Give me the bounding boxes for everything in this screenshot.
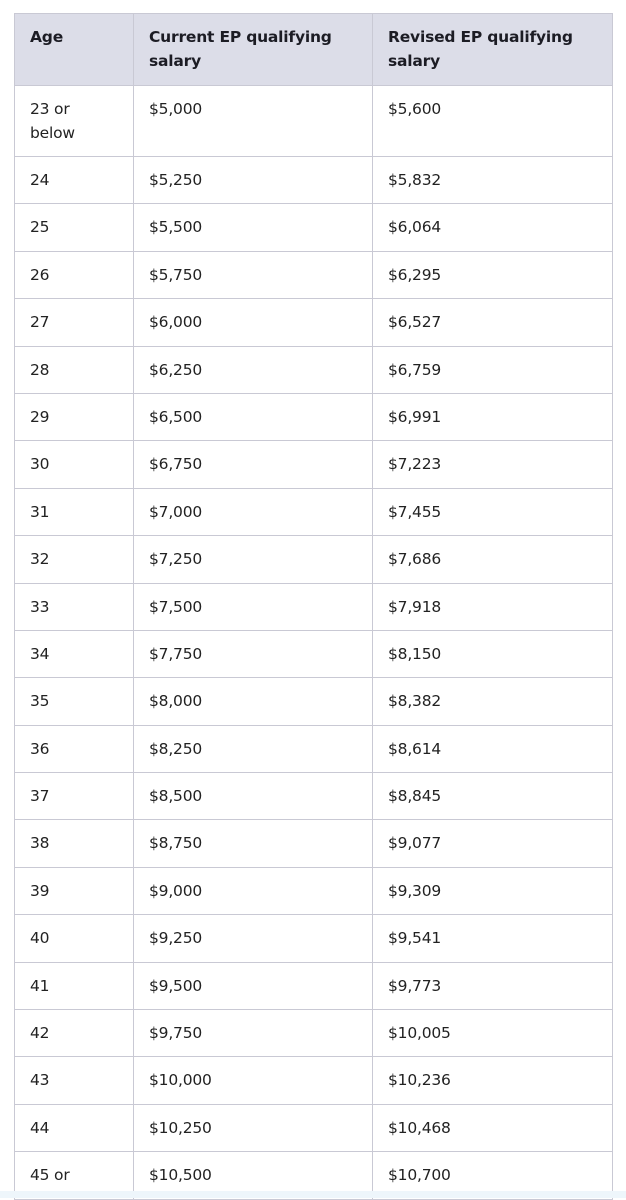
ep-salary-table xyxy=(14,13,613,1200)
cell-age: 35 xyxy=(15,678,134,725)
cell-revised-salary: $10,236 xyxy=(373,1057,613,1104)
cell-age: 28 xyxy=(15,346,134,393)
table-row xyxy=(15,867,613,914)
cell-age: 24 xyxy=(15,157,134,204)
table-row xyxy=(15,393,613,440)
cell-age: 25 xyxy=(15,204,134,251)
cell-age: 43 xyxy=(15,1057,134,1104)
cell-current-salary: $5,000 xyxy=(134,86,373,157)
cell-revised-salary: $6,991 xyxy=(373,393,613,440)
cell-current-salary: $6,000 xyxy=(134,299,373,346)
table-row xyxy=(15,251,613,298)
cell-revised-salary: $7,686 xyxy=(373,536,613,583)
table-row xyxy=(15,725,613,772)
table-body xyxy=(15,86,613,1200)
table-row xyxy=(15,773,613,820)
cell-revised-salary: $6,295 xyxy=(373,251,613,298)
table-row xyxy=(15,536,613,583)
table-row xyxy=(15,204,613,251)
cell-revised-salary: $6,759 xyxy=(373,346,613,393)
cell-age: 32 xyxy=(15,536,134,583)
cell-age: 38 xyxy=(15,820,134,867)
cell-current-salary: $5,250 xyxy=(134,157,373,204)
cell-age: 26 xyxy=(15,251,134,298)
cell-revised-salary: $8,382 xyxy=(373,678,613,725)
cell-revised-salary: $10,700 xyxy=(373,1152,613,1200)
cell-revised-salary: $7,223 xyxy=(373,441,613,488)
cell-current-salary: $6,500 xyxy=(134,393,373,440)
cell-current-salary: $8,750 xyxy=(134,820,373,867)
cell-current-salary: $9,250 xyxy=(134,915,373,962)
table-row xyxy=(15,962,613,1009)
table-row xyxy=(15,1010,613,1057)
cell-age: 30 xyxy=(15,441,134,488)
cell-current-salary: $7,250 xyxy=(134,536,373,583)
table-row xyxy=(15,915,613,962)
header-current-salary: Current EP qualifying salary xyxy=(134,14,373,86)
cell-age: 39 xyxy=(15,867,134,914)
cell-age: 42 xyxy=(15,1010,134,1057)
cell-revised-salary: $9,077 xyxy=(373,820,613,867)
cell-revised-salary: $9,309 xyxy=(373,867,613,914)
cell-revised-salary: $5,832 xyxy=(373,157,613,204)
page-bottom-edge xyxy=(0,1191,626,1198)
cell-age: 34 xyxy=(15,630,134,677)
table-row xyxy=(15,678,613,725)
cell-age: 40 xyxy=(15,915,134,962)
table-row xyxy=(15,1104,613,1151)
cell-revised-salary: $8,614 xyxy=(373,725,613,772)
table-row xyxy=(15,583,613,630)
header-age: Age xyxy=(15,14,134,86)
cell-age: 33 xyxy=(15,583,134,630)
table-row xyxy=(15,441,613,488)
salary-table-container xyxy=(14,13,612,1200)
cell-age: 41 xyxy=(15,962,134,1009)
cell-age: 44 xyxy=(15,1104,134,1151)
cell-revised-salary: $8,845 xyxy=(373,773,613,820)
cell-revised-salary: $10,468 xyxy=(373,1104,613,1151)
table-row xyxy=(15,157,613,204)
table-row xyxy=(15,1057,613,1104)
cell-current-salary: $9,000 xyxy=(134,867,373,914)
cell-age: 36 xyxy=(15,725,134,772)
cell-current-salary: $5,750 xyxy=(134,251,373,298)
cell-current-salary: $8,500 xyxy=(134,773,373,820)
cell-current-salary: $8,250 xyxy=(134,725,373,772)
cell-current-salary: $8,000 xyxy=(134,678,373,725)
cell-revised-salary: $8,150 xyxy=(373,630,613,677)
header-row xyxy=(15,14,613,86)
cell-age: 27 xyxy=(15,299,134,346)
table-header xyxy=(15,14,613,86)
cell-current-salary: $9,750 xyxy=(134,1010,373,1057)
cell-age: 45 or xyxy=(15,1152,134,1200)
cell-current-salary: $10,000 xyxy=(134,1057,373,1104)
cell-current-salary: $7,500 xyxy=(134,583,373,630)
cell-revised-salary: $7,455 xyxy=(373,488,613,535)
cell-revised-salary: $7,918 xyxy=(373,583,613,630)
header-revised-salary: Revised EP qualifying salary xyxy=(373,14,613,86)
cell-current-salary: $7,000 xyxy=(134,488,373,535)
cell-current-salary: $10,250 xyxy=(134,1104,373,1151)
cell-age: 31 xyxy=(15,488,134,535)
cell-current-salary: $7,750 xyxy=(134,630,373,677)
table-row xyxy=(15,346,613,393)
table-row xyxy=(15,299,613,346)
cell-current-salary: $6,250 xyxy=(134,346,373,393)
cell-current-salary: $10,500 xyxy=(134,1152,373,1200)
cell-current-salary: $6,750 xyxy=(134,441,373,488)
cell-revised-salary: $9,541 xyxy=(373,915,613,962)
cell-current-salary: $5,500 xyxy=(134,204,373,251)
cell-age: 23 or below xyxy=(15,86,134,157)
cell-revised-salary: $6,064 xyxy=(373,204,613,251)
cell-age: 29 xyxy=(15,393,134,440)
cell-current-salary: $9,500 xyxy=(134,962,373,1009)
cell-revised-salary: $5,600 xyxy=(373,86,613,157)
cell-age: 37 xyxy=(15,773,134,820)
cell-revised-salary: $9,773 xyxy=(373,962,613,1009)
table-row xyxy=(15,86,613,157)
table-row xyxy=(15,488,613,535)
cell-revised-salary: $6,527 xyxy=(373,299,613,346)
cell-revised-salary: $10,005 xyxy=(373,1010,613,1057)
table-row xyxy=(15,820,613,867)
table-row xyxy=(15,630,613,677)
